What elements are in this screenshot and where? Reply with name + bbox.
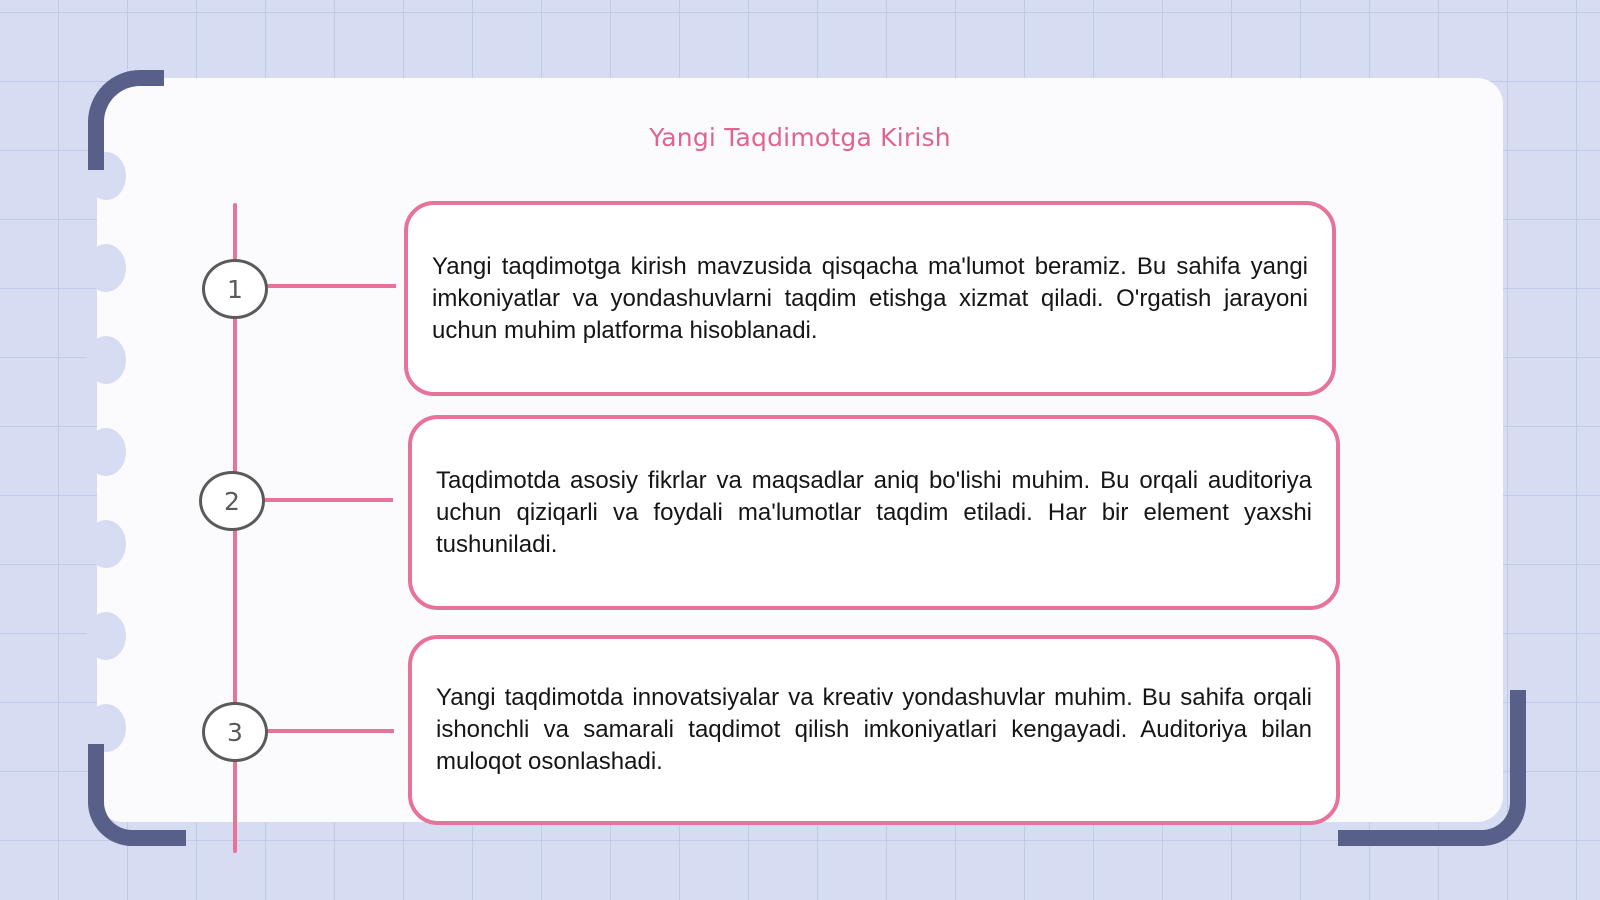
step-card-3 <box>408 635 1340 825</box>
paper-scallop <box>86 428 126 476</box>
step-card-2 <box>408 415 1340 610</box>
paper-scallop <box>86 612 126 660</box>
paper-scallop <box>86 244 126 292</box>
paper-scallop <box>86 336 126 384</box>
step-card-text: Yangi taqdimotga kirish mavzusida qisqacha ma'lumot beramiz. Bu sahifa yangi imkoniyatlar va yondashuvlarni taqdim etishga xizmat qiladi. O'rgatish jarayoni uchun muhim platforma hisoblanadi. <box>432 252 1308 344</box>
step-card-text: Taqdimotda asosiy fikrlar va maqsadlar aniq bo'lishi muhim. Bu orqali auditoriya uchun qiziqarli va foydali ma'lumotlar taqdim etiladi. Har bir element yaxshi tushuniladi. <box>436 466 1312 558</box>
step-number-3: 3 <box>202 702 268 762</box>
step-number-1: 1 <box>202 259 268 319</box>
step-connector-2 <box>263 498 393 502</box>
step-connector-1 <box>266 284 396 288</box>
corner-bracket-bottom-right <box>1338 690 1526 846</box>
step-card-1 <box>404 201 1336 396</box>
step-connector-3 <box>266 729 394 733</box>
slide-title: Yangi Taqdimotga Kirish <box>649 123 951 152</box>
corner-bracket-bottom-left <box>88 744 186 846</box>
step-number-2: 2 <box>199 471 265 531</box>
paper-scallop <box>86 520 126 568</box>
step-card-text: Yangi taqdimotda innovatsiyalar va kreativ yondashuvlar muhim. Bu sahifa orqali ishonchli va samarali taqdimot qilish imkoniyatlari kengayadi. Auditoriya bilan muloqot osonlashadi. <box>436 684 1312 775</box>
corner-bracket-top-left <box>88 70 164 170</box>
